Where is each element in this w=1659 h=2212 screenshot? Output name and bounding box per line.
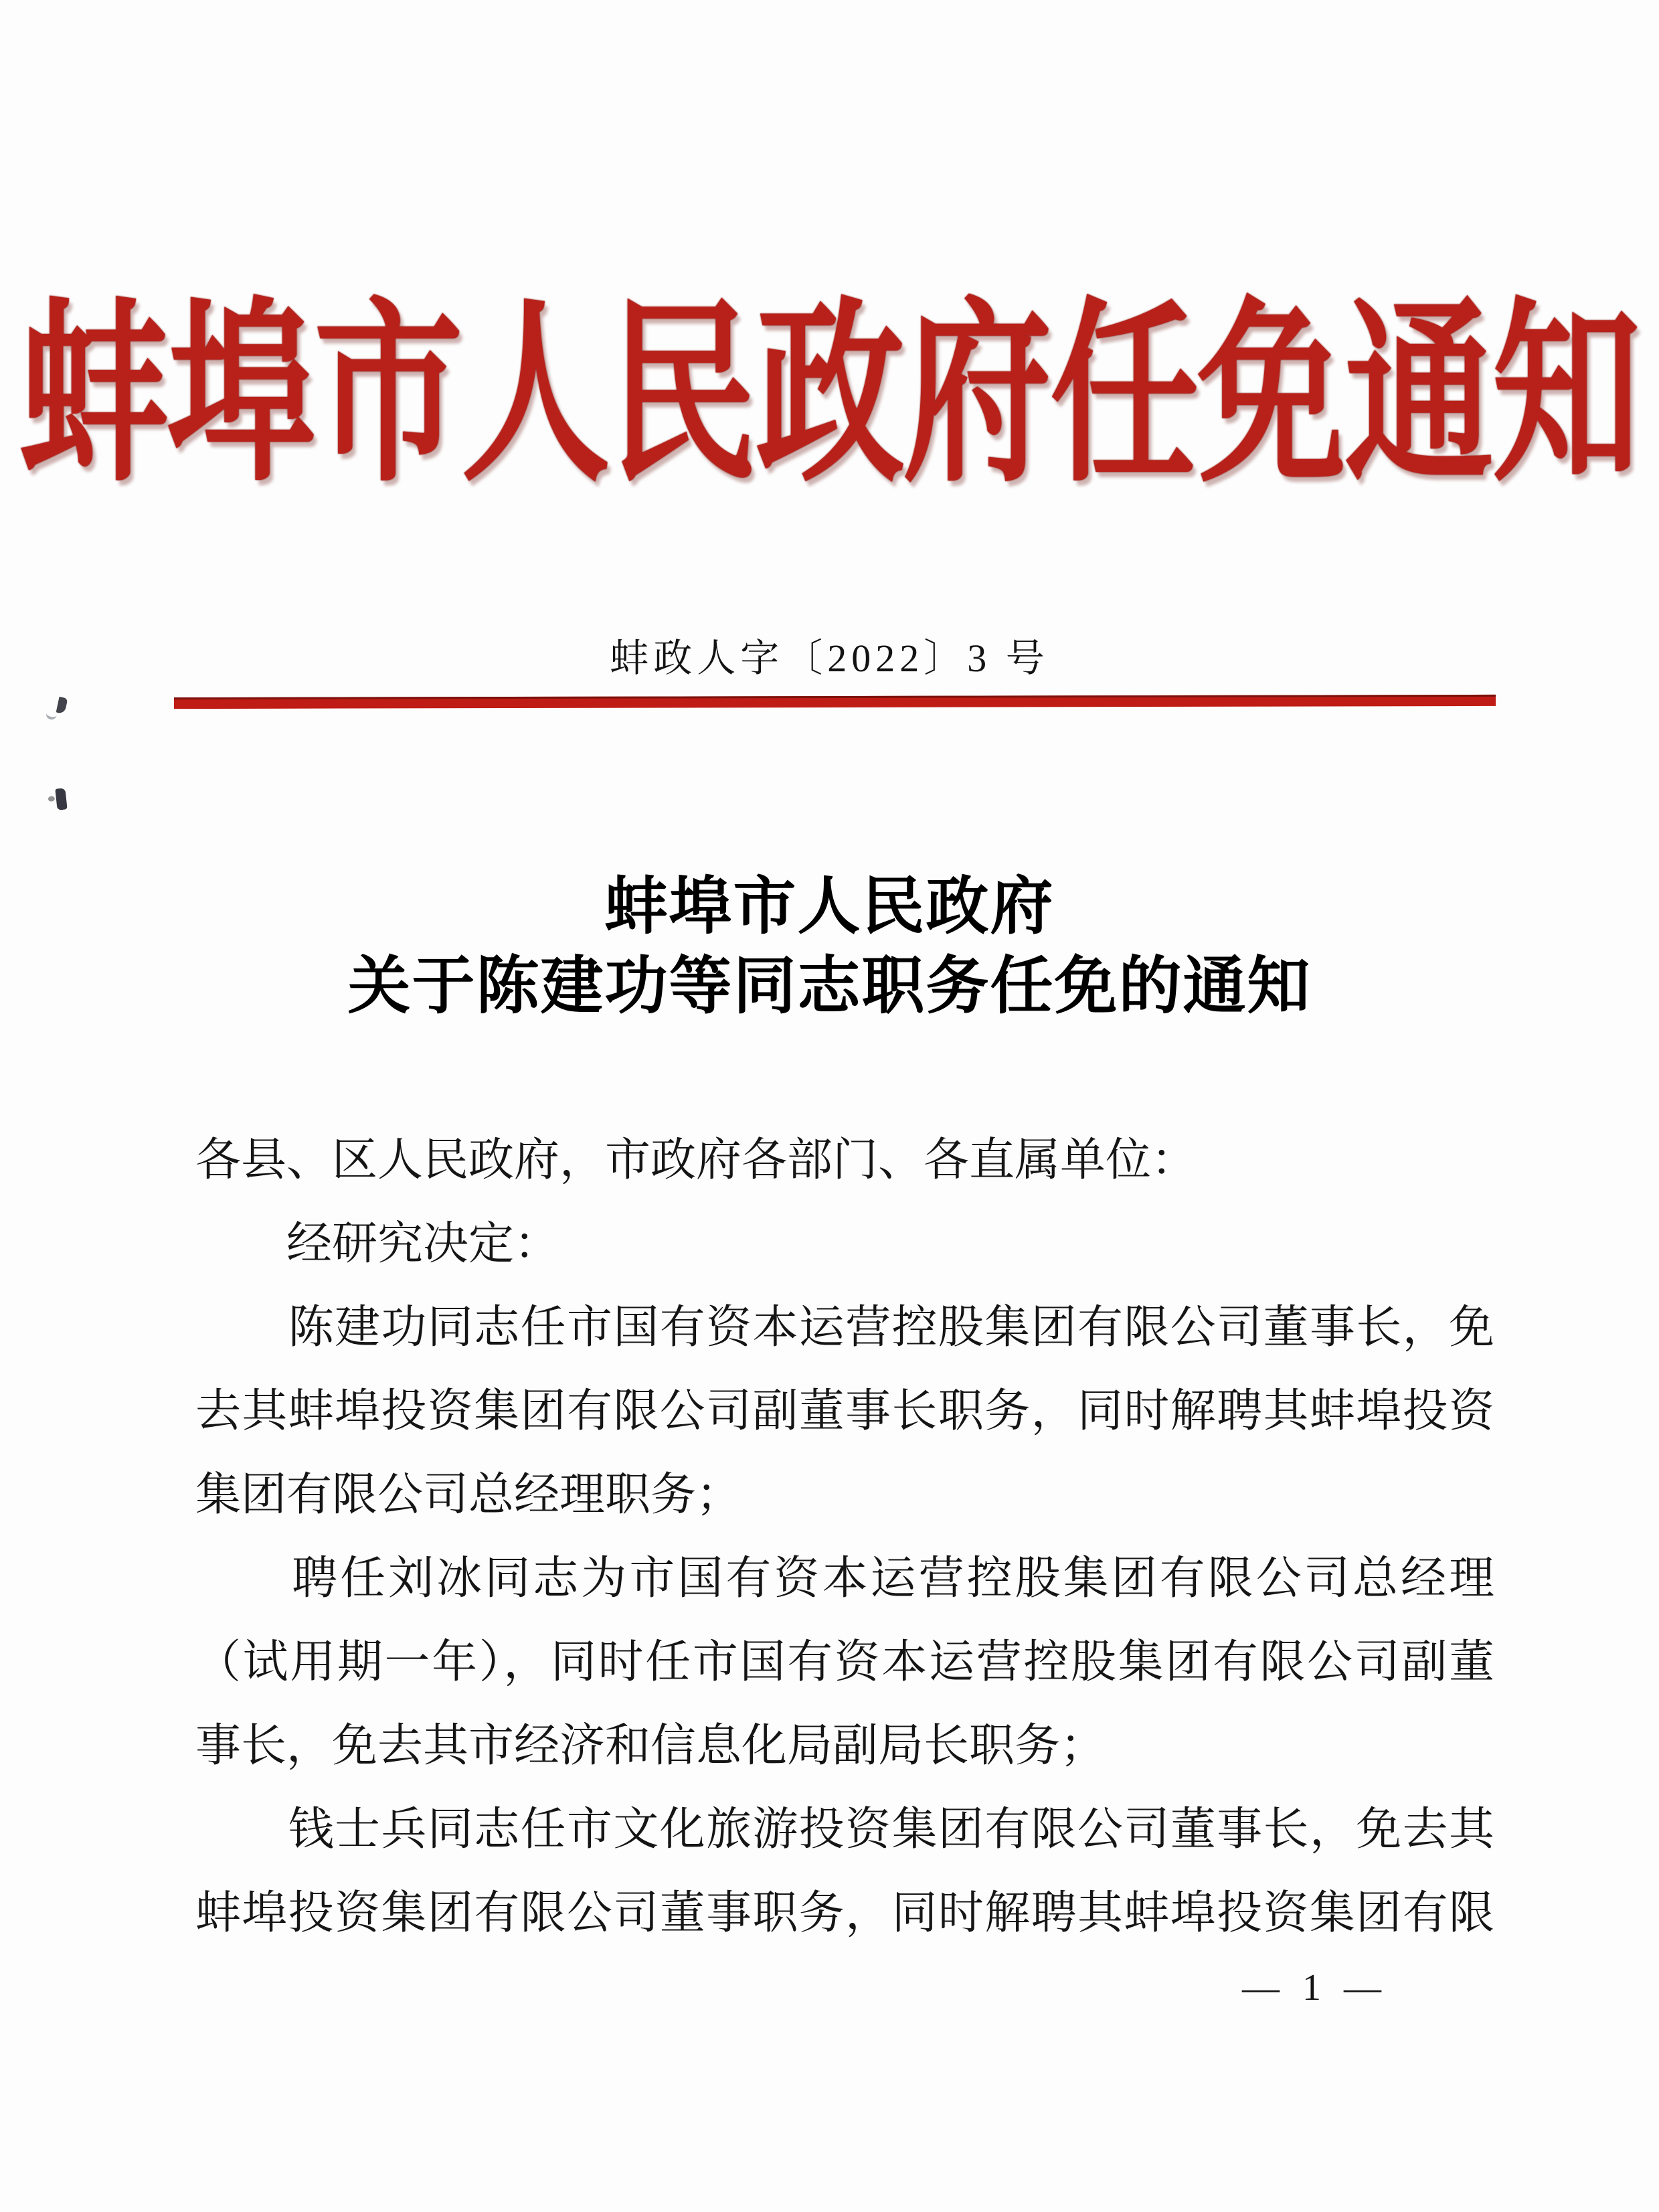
title-line-2: 关于陈建功等同志职务任免的通知 (347, 952, 1312, 1021)
document-reference-number: 蚌政人字〔2022〕3 号 (610, 636, 1049, 680)
red-banner-title: 蚌埠市人民政府任免通知 (19, 288, 1640, 505)
body-line: 各县、区人民政府，市政府各部门、各直属单位： (195, 1134, 1197, 1185)
title-line-1: 蚌埠市人民政府 (604, 872, 1055, 942)
body-line: 蚌埠投资集团有限公司董事职务，同时解聘其蚌埠投资集团有限 (195, 1887, 1494, 1938)
body-line: 陈建功同志任市国有资本运营控股集团有限公司董事长，免 (195, 1302, 1494, 1353)
body-line: 钱士兵同志任市文化旅游投资集团有限公司董事长，免去其 (195, 1804, 1494, 1855)
page-number: — 1 — (1242, 1967, 1388, 2009)
scan-artifact-mark (55, 788, 67, 810)
document-body (195, 1118, 1494, 1955)
scan-artifact-mark (56, 697, 68, 714)
body-line: 去其蚌埠投资集团有限公司副董事长职务，同时解聘其蚌埠投资 (195, 1385, 1494, 1436)
document-title (0, 867, 1659, 1027)
body-line: 集团有限公司总经理职务； (195, 1469, 742, 1520)
body-line: 聘任刘冰同志为市国有资本运营控股集团有限公司总经理 (195, 1553, 1494, 1604)
body-line: 经研究决定： (195, 1218, 560, 1269)
red-divider-line (174, 695, 1496, 709)
body-line: 事长，免去其市经济和信息化局副局长职务； (195, 1720, 1106, 1771)
body-line: （试用期一年），同时任市国有资本运营控股集团有限公司副董 (195, 1636, 1494, 1687)
